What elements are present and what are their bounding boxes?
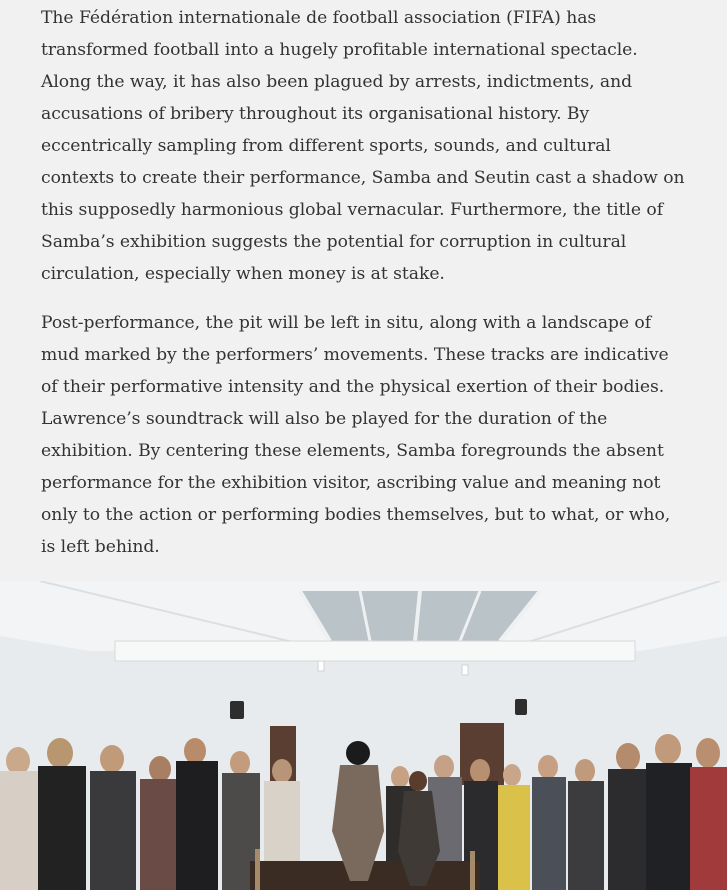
performance-photo-illustration xyxy=(0,581,727,890)
speaker-left xyxy=(230,701,244,719)
paragraph-fifa-context: The Fédération internationale de football association (FIFA) has transformed football into a hugely profitable international spectacle. Along the way, it has also been plagued by arrests, indictments, and accusations of bribery throughout its organisational history. By eccentrically sampling from different sports, sounds, and cultural contexts to create their performance, Samba and Seutin cast a shadow on this supposedly harmonious global vernacular. Furthermore, the title of Samba’s exhibition suggests the potential for corruption in cultural circulation, especially when money is at stake. xyxy=(41,8,685,284)
ceiling-beam xyxy=(115,641,635,661)
performance-photo xyxy=(0,581,727,890)
paragraph-post-performance: Post-performance, the pit will be left in situ, along with a landscape of mud marked by the performers’ movements. These tracks are indicative of their performative intensity and the physical exertion of their bodies. Lawrence’s soundtrack will also be played for the duration of the exhibition. By centering these elements, Samba foregrounds the absent performance for the exhibition visitor, ascribing value and meaning not only to the action or performing bodies themselves, but to what, or who, is left behind. xyxy=(41,313,671,557)
speaker-right xyxy=(515,699,527,715)
